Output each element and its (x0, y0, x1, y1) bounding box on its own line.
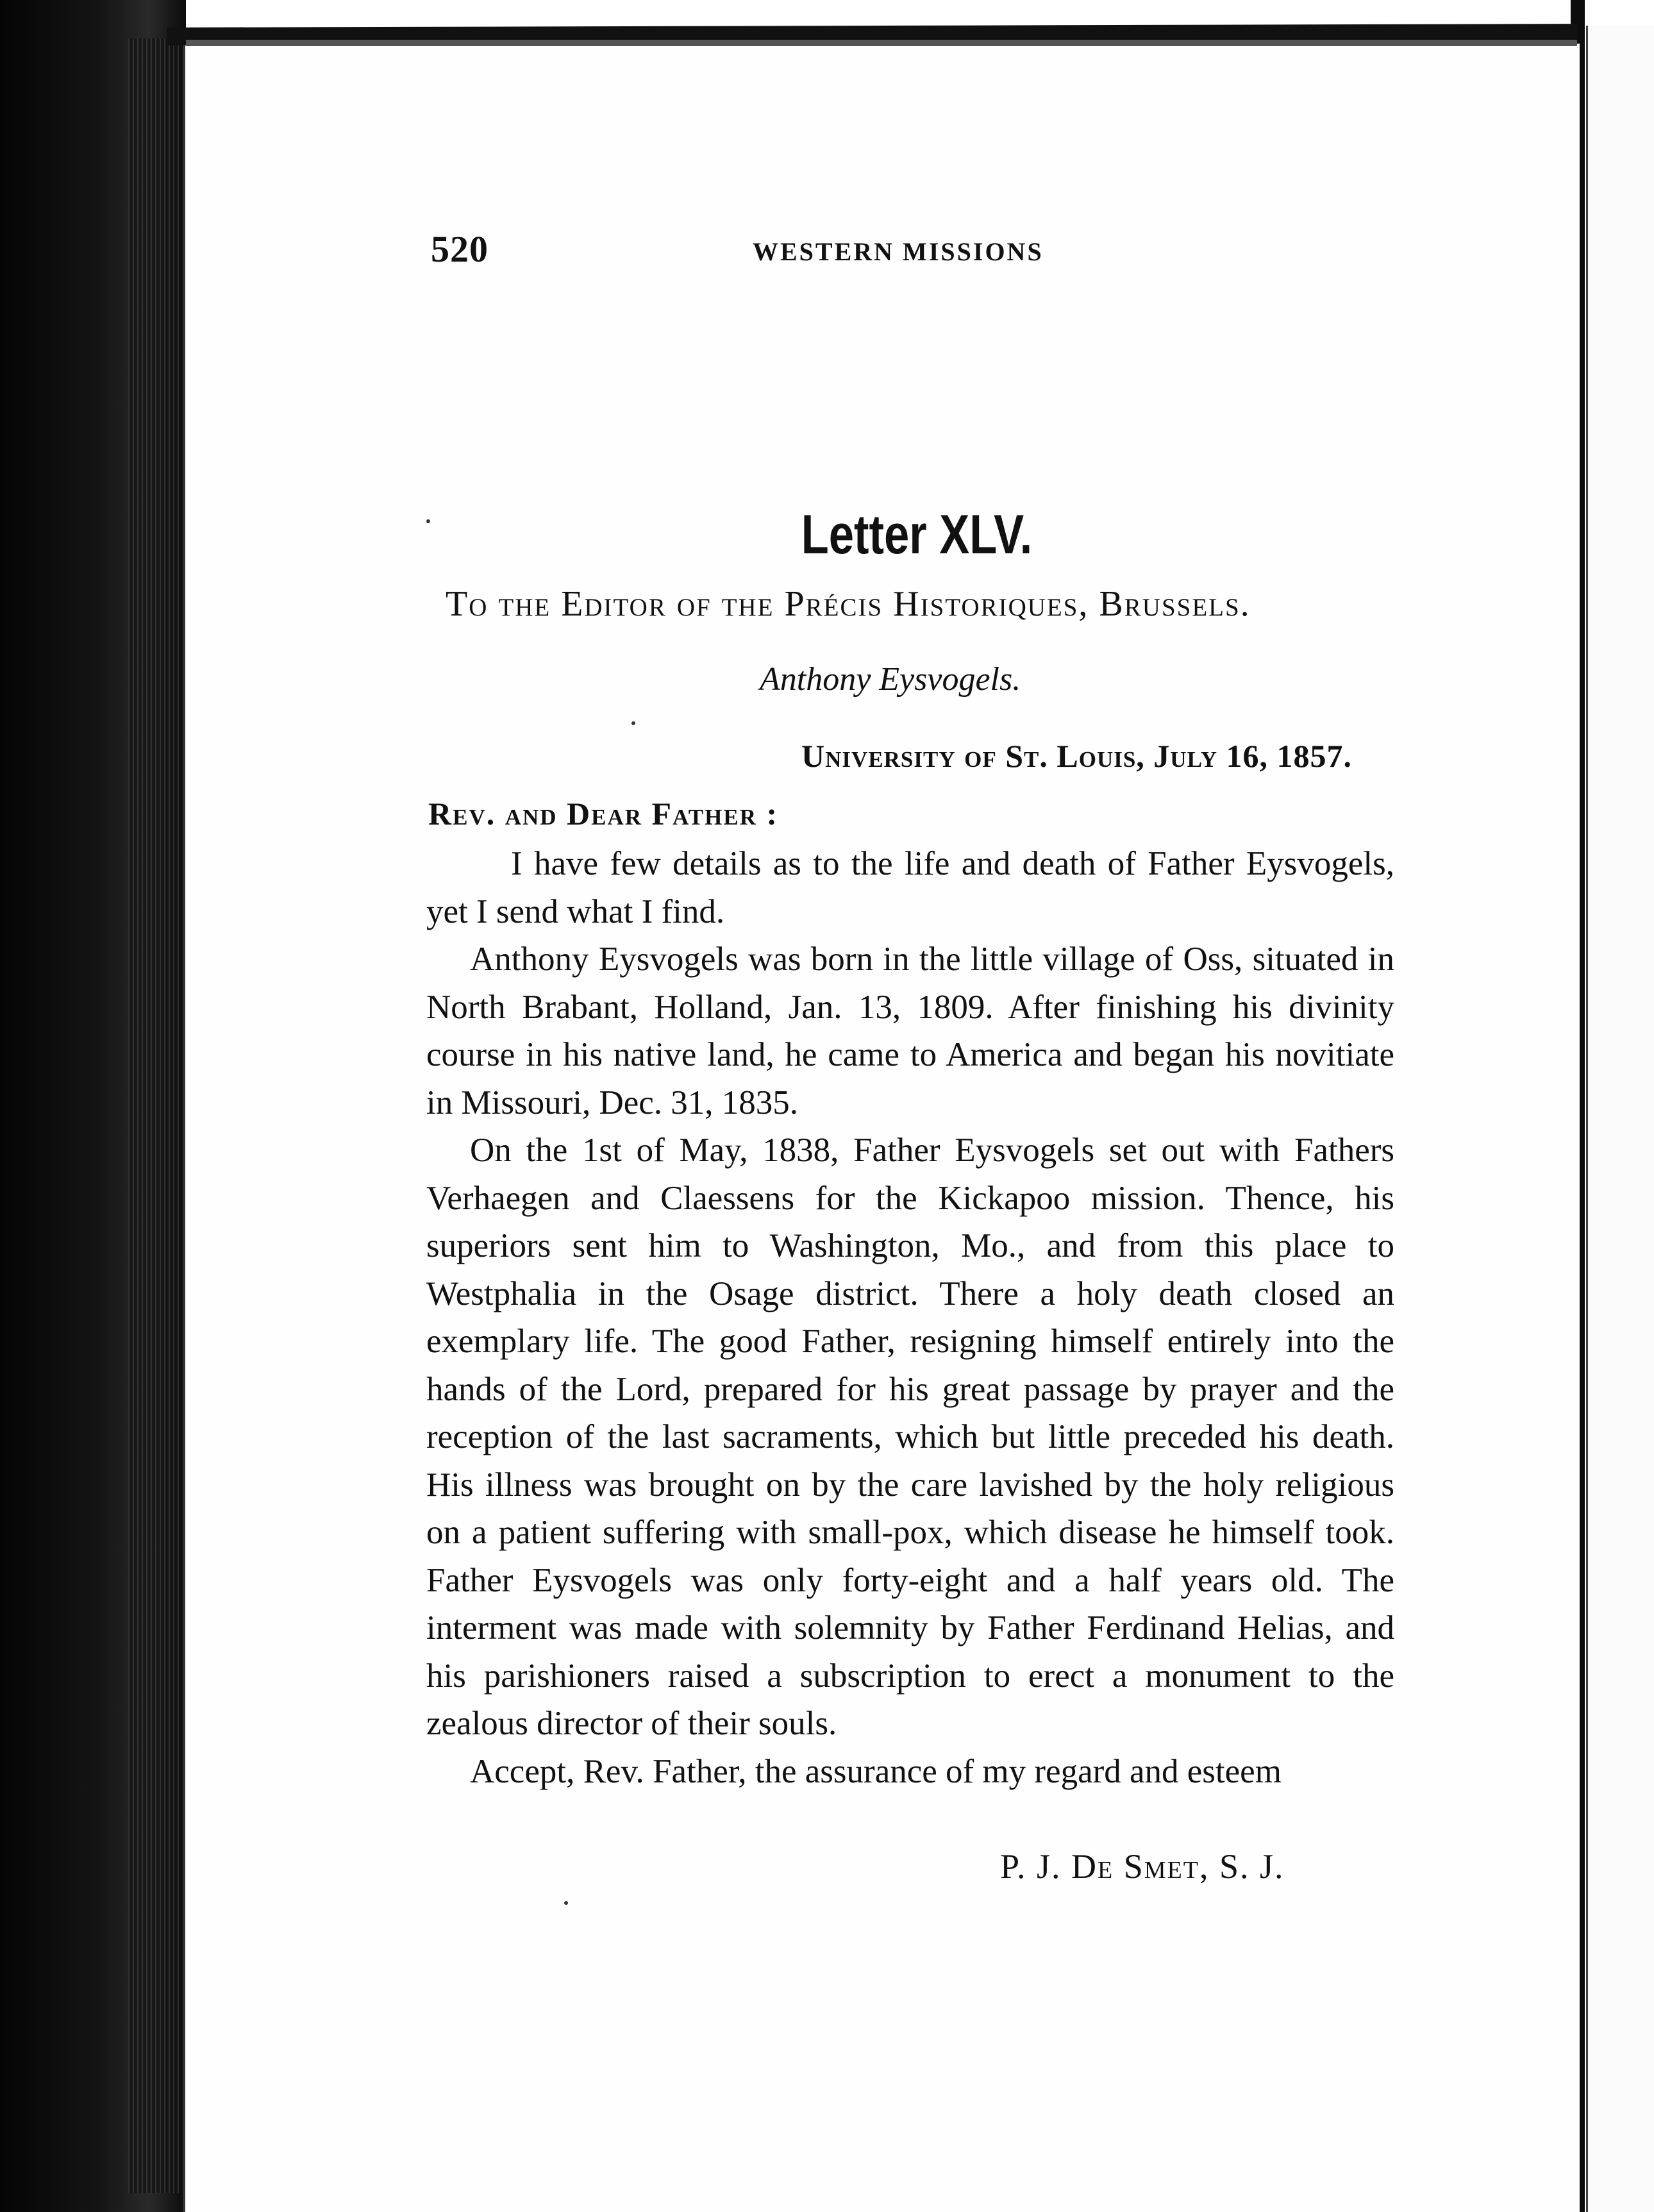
paragraph: Anthony Eysvogels was born in the little village of Oss, situated in North Brabant, Holland, Jan. 13, 1809. After finishing his divinity course in his native land, he came to America and began his novitiate in Missouri, Dec. 31, 1835. (426, 941, 1394, 1121)
running-title: WESTERN MISSIONS (753, 237, 1044, 266)
ink-speck (564, 1901, 568, 1905)
paragraph: Accept, Rev. Father, the assurance of my regard and esteem (470, 1752, 1282, 1790)
ink-speck (426, 519, 430, 523)
page-stack-edges (128, 38, 180, 2193)
salutation: Rev. and Dear Father : (428, 796, 779, 832)
dateline: University of St. Louis, July 16, 1857. (801, 738, 1352, 774)
letter-body (426, 840, 1394, 1795)
signature: P. J. De Smet, S. J. (1000, 1847, 1285, 1886)
facing-page-edge (1586, 26, 1588, 2212)
running-header (431, 228, 1392, 279)
page-number: 520 (431, 228, 489, 270)
paragraph: On the 1st of May, 1838, Father Eysvogels set out with Fathers Verhaegen and Claessens for the Kickapoo mission. Thence, his superiors sent him to Washington, Mo., and from this place to Westphalia in the Osage district. There a holy death closed an exemplary life. The good Father, resigning himself entirely into the hands of the Lord, prepared for his great passage by prayer and the reception of the last sacraments, which but little preceded his death. His illness was brought on by the care lavished by the holy religious on a patient suffering with small-pox, which disease he himself took. Father Eysvogels was only forty-eight and a half years old. The interment was made with solemnity by Father Ferdinand Helias, and his parishioners raised a subscription to erect a monument to the zealous director of their souls. (426, 1132, 1394, 1742)
paragraph: I have few details as to the life and death of Father Eysvogels, yet I send what I find. (426, 845, 1394, 930)
letter-title: Letter XLV. (801, 504, 1033, 566)
facing-page (1585, 26, 1654, 2212)
letter-subject: Anthony Eysvogels. (760, 661, 1021, 698)
addressee-line: To the Editor of the Précis Historiques, Brussels. (446, 584, 1251, 624)
ink-speck (631, 721, 635, 725)
page-top-edge-shadow (186, 40, 1577, 46)
